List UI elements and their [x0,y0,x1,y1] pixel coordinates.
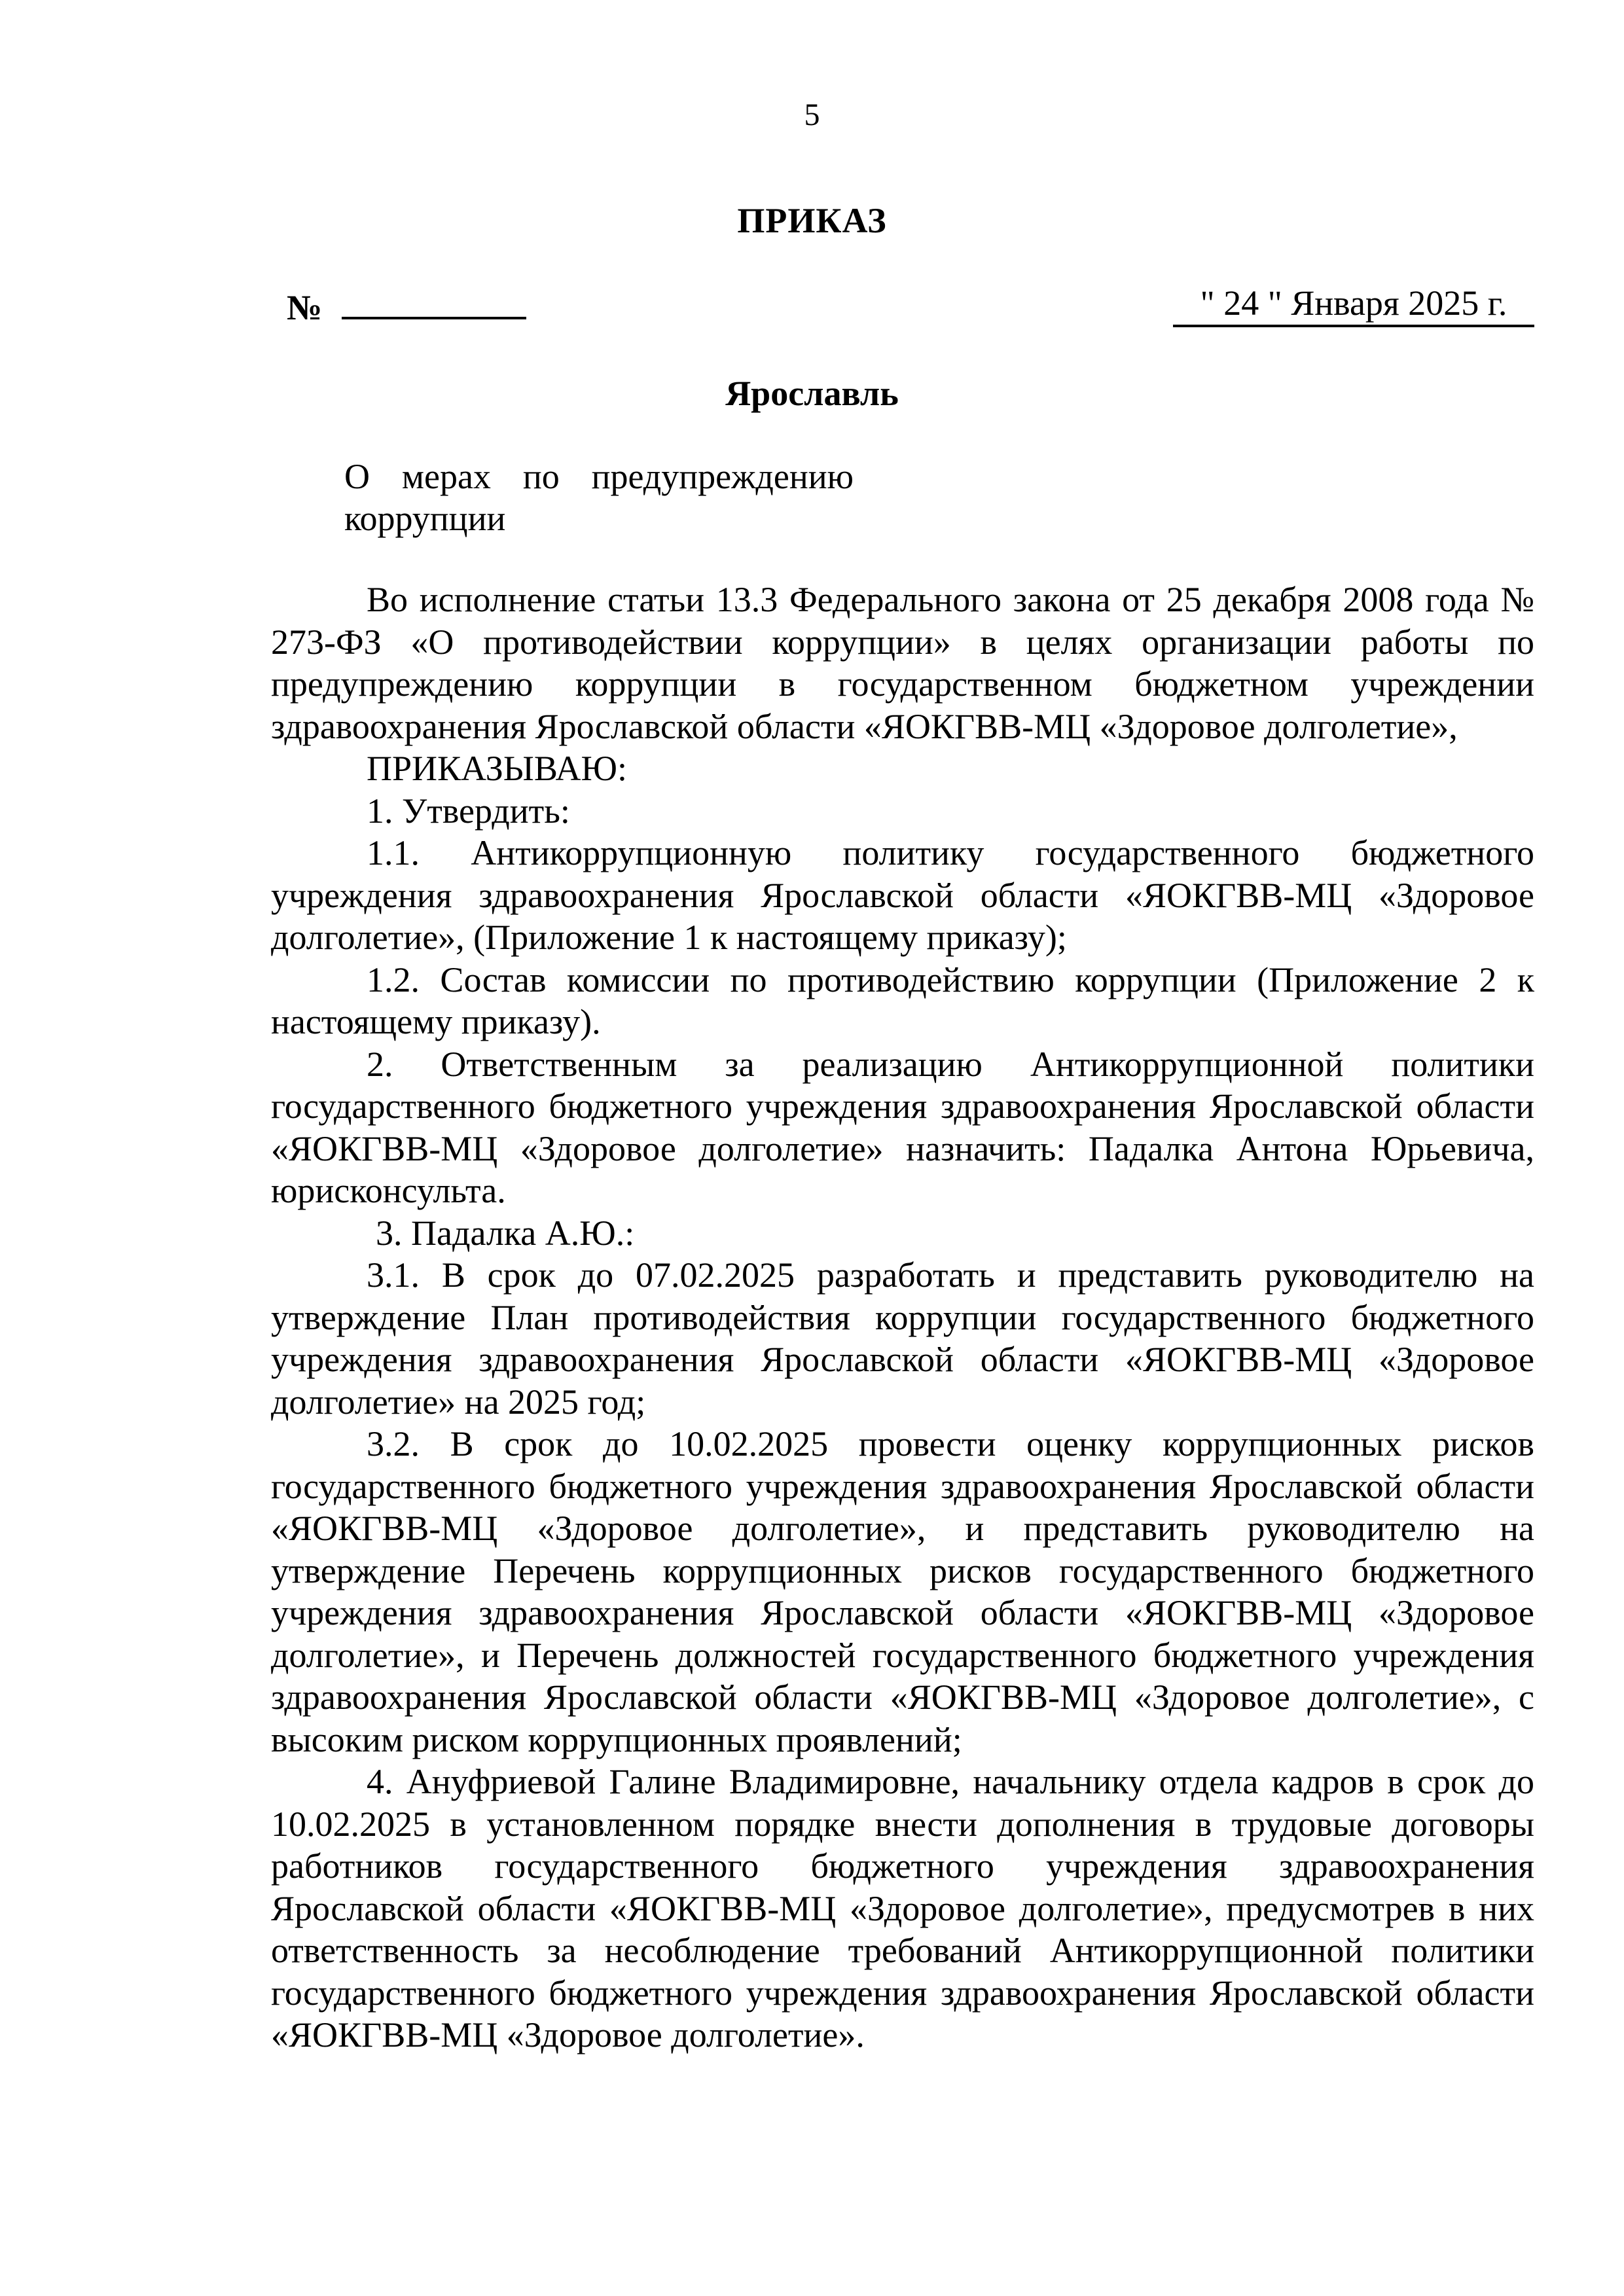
paragraph-preamble: Во исполнение статьи 13.3 Федерального закона от 25 декабря 2008 года № 273-ФЗ «О противодействии коррупции» в целях организации работы по предупреждению коррупции в государственном бюджетном учреждении здравоохранения Ярославской области «ЯОКГВВ-МЦ «Здоровое долголетие», [271,580,1534,746]
order-number-field [287,281,526,329]
paragraph-item-4: 4. Ануфриевой Галине Владимировне, начальнику отдела кадров в срок до 10.02.2025 в установленном порядке внести дополнения в трудовые договоры работников государственного бюджетного учреждения здравоохранения Ярославской области «ЯОКГВВ-МЦ «Здоровое долголетие», предусмотрев в них ответственность за несоблюдение требований Антикоррупционной политики государственного бюджетного учреждения здравоохранения Ярославской области «ЯОКГВВ-МЦ «Здоровое долголетие». [271,1762,1534,2054]
paragraph-item-1-1: 1.1. Антикоррупционную политику государственного бюджетного учреждения здравоохранения Ярославской области «ЯОКГВВ-МЦ «Здоровое долголетие», (Приложение 1 к настоящему приказу); [271,833,1534,957]
paragraph-item-3-2: 3.2. В срок до 10.02.2025 провести оценку коррупционных рисков государственного бюджетного учреждения здравоохранения Ярославской области «ЯОКГВВ-МЦ «Здоровое долголетие», и представить руководителю на утверждение Перечень коррупционных рисков государственного бюджетного учреждения здравоохранения Ярославской области «ЯОКГВВ-МЦ «Здоровое долголетие», и Перечень должностей государственного бюджетного учреждения здравоохранения Ярославской области «ЯОКГВВ-МЦ «Здоровое долголетие», с высоким риском коррупционных проявлений; [271,1424,1534,1759]
page-number: 5 [804,98,820,132]
subject-line-2: коррупции [344,499,506,538]
document-city: Ярославль [725,374,899,413]
paragraph-item-3: 3. Падалка А.Ю.: [376,1213,635,1253]
order-number-blank-line [342,281,526,319]
document-title: ПРИКАЗ [737,201,887,240]
order-number-label: № [287,288,323,327]
document-body [271,579,1534,2056]
document-subject [344,456,854,539]
subject-line-1: О мерах по предупреждению [344,457,854,496]
paragraph-item-2: 2. Ответственным за реализацию Антикоррупционной политики государственного бюджетного учреждения здравоохранения Ярославской области «ЯОКГВВ-МЦ «Здоровое долголетие» назначить: Падалка Антона Юрьевича, юрисконсульта. [271,1044,1534,1210]
paragraph-order-word: ПРИКАЗЫВАЮ: [367,749,627,788]
paragraph-item-3-1: 3.1. В срок до 07.02.2025 разработать и представить руководителю на утверждение План противодействия коррупции государственного бюджетного учреждения здравоохранения Ярославской области «ЯОКГВВ-МЦ «Здоровое долголетие» на 2025 год; [271,1255,1534,1422]
paragraph-item-1-2: 1.2. Состав комиссии по противодействию коррупции (Приложение 2 к настоящему приказу). [271,960,1534,1041]
order-date: " 24 " Января 2025 г. [1173,281,1534,327]
paragraph-item-1: 1. Утвердить: [367,791,570,831]
